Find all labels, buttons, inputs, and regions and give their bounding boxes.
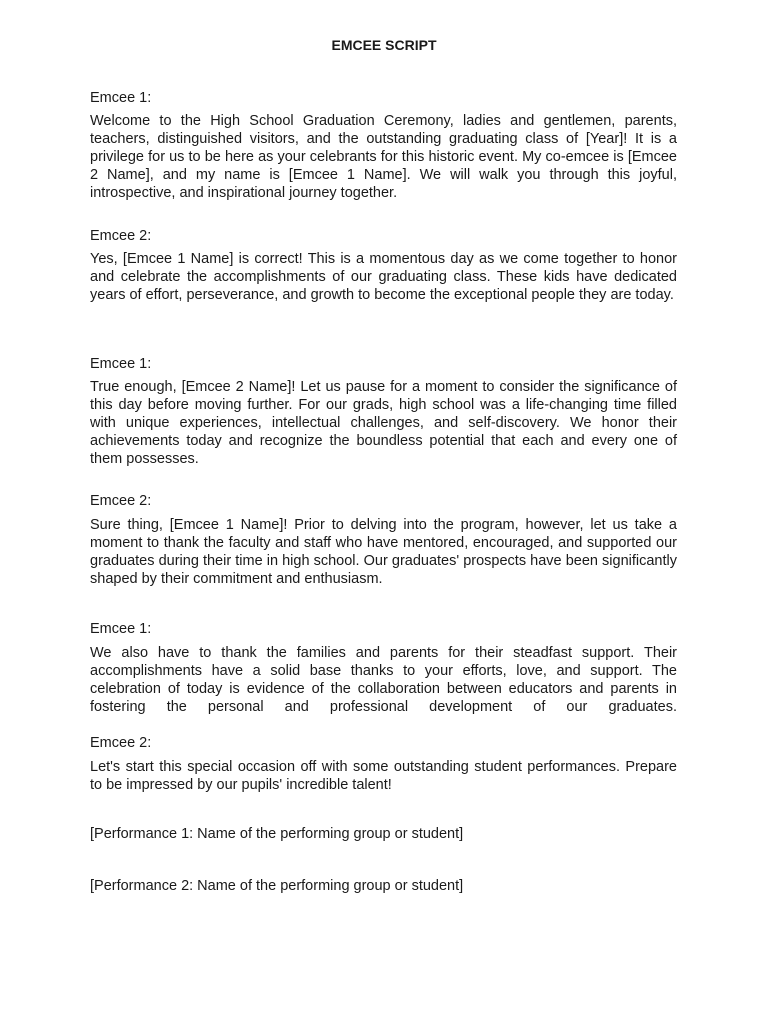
speaker-label: Emcee 1: (90, 356, 152, 372)
script-paragraph: Yes, [Emcee 1 Name] is correct! This is a momentous day as we come together to honor and celebrate the accomplishments of our graduating class. These kids have dedicated years of effort, perseverance, and growth to become the exceptional people they are today. (90, 251, 677, 303)
script-paragraph: Sure thing, [Emcee 1 Name]! Prior to delving into the program, however, let us take a moment to thank the faculty and staff who have mentored, encouraged, and supported our graduates during their time in high school. Our graduates' prospects have been significantly shaped by their commitment and enthusiasm. (90, 517, 677, 587)
speaker-label: Emcee 2: (90, 735, 152, 751)
speaker-label: Emcee 2: (90, 493, 152, 509)
script-paragraph: Let's start this special occasion off with some outstanding student performances. Prepare to be impressed by our pupils' incredible talent! (90, 759, 677, 793)
speaker-label: Emcee 1: (90, 90, 152, 106)
performance-placeholder: [Performance 2: Name of the performing group or student] (90, 878, 464, 894)
speaker-label: Emcee 1: (90, 621, 152, 637)
performance-placeholder: [Performance 1: Name of the performing group or student] (90, 826, 464, 842)
script-paragraph: We also have to thank the families and parents for their steadfast support. Their accomplishments have a solid base thanks to your efforts, love, and support. The celebration of today is evidence of the collaboration between educators and parents in fostering the personal and professional development of our graduates. (90, 645, 677, 715)
script-paragraph: True enough, [Emcee 2 Name]! Let us pause for a moment to consider the significance of this day before moving further. For our grads, high school was a life-changing time filled with unique experiences, intellectual challenges, and self-discovery. We honor their achievements today and recognize the boundless potential that each and every one of them possesses. (90, 379, 677, 467)
document-title: EMCEE SCRIPT (331, 37, 437, 53)
script-paragraph: Welcome to the High School Graduation Ceremony, ladies and gentlemen, parents, teachers, distinguished visitors, and the outstanding graduating class of [Year]! It is a privilege for us to be here as your celebrants for this historic event. My co-emcee is [Emcee 2 Name], and my name is [Emcee 1 Name]. We will walk you through this joyful, introspective, and inspirational journey together. (90, 113, 677, 201)
speaker-label: Emcee 2: (90, 228, 152, 244)
